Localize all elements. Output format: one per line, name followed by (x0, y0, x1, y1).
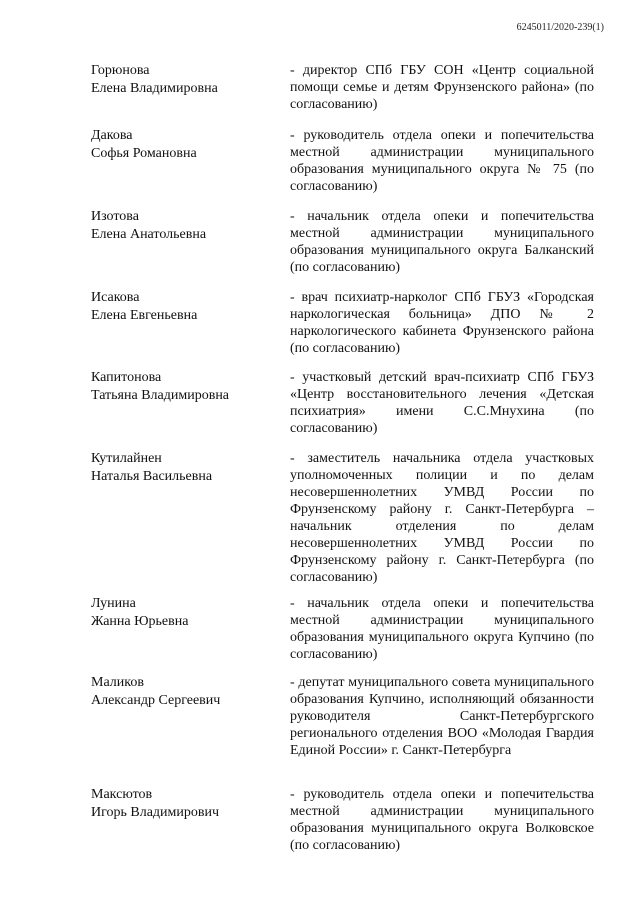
member-position (290, 450, 594, 586)
member-name (91, 127, 276, 163)
member-surname: Капитонова (91, 370, 162, 385)
member-surname: Горюнова (91, 63, 150, 78)
member-given-names: Игорь Владимирович (91, 805, 220, 820)
member-surname: Дакова (91, 128, 133, 143)
member-given-names: Софья Романовна (91, 146, 197, 161)
member-position (290, 289, 594, 357)
member-position (290, 127, 594, 195)
member-name (91, 62, 276, 98)
member-name (91, 674, 276, 710)
member-given-names: Жанна Юрьевна (91, 614, 189, 629)
member-position-text: - начальник отдела опеки и попечительства местной администрации муниципального образования муниципального округа Балканский (по согласованию) (290, 209, 594, 275)
member-name (91, 208, 276, 244)
member-given-names: Наталья Васильевна (91, 469, 213, 484)
member-given-names: Татьяна Владимировна (91, 388, 230, 403)
member-surname: Изотова (91, 209, 139, 224)
member-position-text: - руководитель отдела опеки и попечительства местной администрации муниципального образования муниципального округа Волковское (по согласованию) (290, 787, 594, 853)
member-name (91, 450, 276, 486)
member-position (290, 595, 594, 663)
member-surname: Исакова (91, 290, 140, 305)
member-position (290, 786, 594, 854)
member-position (290, 369, 594, 437)
member-surname: Кутилайнен (91, 451, 162, 466)
member-position-text: - директор СПб ГБУ СОН «Центр социальной помощи семье и детям Фрунзенского района» (по согласованию) (290, 63, 594, 112)
member-position (290, 208, 594, 276)
member-position-text: - участковый детский врач-психиатр СПб ГБУЗ «Центр восстановительного лечения «Детская психиатрия» имени С.С.Мнухина (по согласованию) (290, 370, 594, 436)
member-given-names: Елена Евгеньевна (91, 308, 198, 323)
member-position (290, 674, 594, 759)
member-given-names: Александр Сергеевич (91, 693, 221, 708)
member-given-names: Елена Анатольевна (91, 227, 207, 242)
document-reference-number: 6245011/2020-239(1) (516, 22, 604, 33)
member-position-text: - врач психиатр-нарколог СПб ГБУЗ «Городская наркологическая больница» ДПО № 2 наркологического кабинета Фрунзенского района (по согласованию) (290, 290, 594, 356)
member-given-names: Елена Владимировна (91, 81, 218, 96)
member-name (91, 289, 276, 325)
member-surname: Лунина (91, 596, 136, 611)
member-name (91, 595, 276, 631)
member-surname: Маликов (91, 675, 144, 690)
member-position-text: - начальник отдела опеки и попечительства местной администрации муниципального образования муниципального округа Купчино (по согласованию) (290, 596, 594, 662)
member-position (290, 62, 594, 113)
member-position-text: - руководитель отдела опеки и попечительства местной администрации муниципального образования муниципального округа № 75 (по согласованию) (290, 128, 594, 194)
member-name (91, 369, 276, 405)
member-surname: Максютов (91, 787, 153, 802)
member-name (91, 786, 276, 822)
member-position-text: - заместитель начальника отдела участковых уполномоченных полиции и по делам несовершеннолетних УМВД России по Фрунзенскому району г. Санкт-Петербурга – начальник отделения по делам несовершеннолетних УМВД России по Фрунзенскому району г. Санкт-Петербурга (по согласованию) (290, 451, 594, 585)
member-position-text: - депутат муниципального совета муниципального образования Купчино, исполняющий обязанности руководителя Санкт-Петербургского регионального отделения ВОО «Молодая Гвардия Единой России» г. Санкт-Петербурга (290, 675, 594, 758)
